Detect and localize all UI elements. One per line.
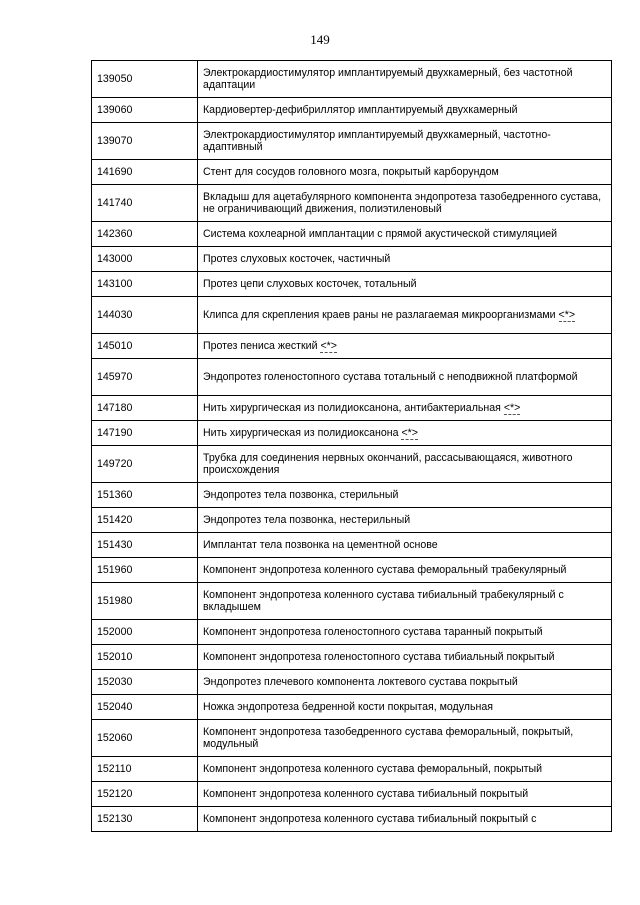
row-name <box>198 720 612 757</box>
row-name <box>198 185 612 222</box>
table-row <box>92 272 612 297</box>
row-name-text: Компонент эндопротеза голеностопного сустава таранный покрытый <box>203 625 543 638</box>
row-code: 139060 <box>92 98 198 123</box>
table-row <box>92 396 612 421</box>
row-name-text: Компонент эндопротеза голеностопного сустава тибиальный покрытый <box>203 650 555 663</box>
footnote-link[interactable]: <*> <box>320 339 337 352</box>
table-row <box>92 123 612 160</box>
row-code: 151980 <box>92 583 198 620</box>
row-code: 152060 <box>92 720 198 757</box>
row-code: 141740 <box>92 185 198 222</box>
table-row <box>92 620 612 645</box>
table-row <box>92 720 612 757</box>
footnote-link[interactable]: <*> <box>401 426 418 439</box>
row-name <box>198 359 612 396</box>
row-name <box>198 533 612 558</box>
row-code: 152010 <box>92 645 198 670</box>
table-row <box>92 222 612 247</box>
row-code: 147180 <box>92 396 198 421</box>
row-name-text: Ножка эндопротеза бедренной кости покрытая, модульная <box>203 700 493 713</box>
row-name <box>198 695 612 720</box>
row-name-text: Нить хирургическая из полидиоксанона <box>203 426 399 439</box>
row-name-text: Кардиовертер-дефибриллятор имплантируемый двухкамерный <box>203 103 518 116</box>
table-row <box>92 247 612 272</box>
table-row <box>92 483 612 508</box>
row-code: 145970 <box>92 359 198 396</box>
row-name <box>198 61 612 98</box>
row-name <box>198 334 612 359</box>
implant-table <box>91 60 612 832</box>
row-code: 152130 <box>92 807 198 832</box>
row-name-text: Электрокардиостимулятор имплантируемый двухкамерный, частотно-адаптивный <box>203 128 551 153</box>
implant-table-body <box>92 61 612 832</box>
row-name-text: Эндопротез плечевого компонента локтевого сустава покрытый <box>203 675 518 688</box>
table-row <box>92 645 612 670</box>
row-code: 143100 <box>92 272 198 297</box>
row-name <box>198 247 612 272</box>
table-row <box>92 359 612 396</box>
row-name <box>198 446 612 483</box>
row-code: 149720 <box>92 446 198 483</box>
row-name-text: Клипса для скрепления краев раны не разлагаемая микроорганизмами <box>203 308 556 321</box>
row-code: 145010 <box>92 334 198 359</box>
row-name <box>198 98 612 123</box>
table-row <box>92 334 612 359</box>
row-name <box>198 583 612 620</box>
table-row <box>92 98 612 123</box>
row-name <box>198 782 612 807</box>
row-code: 147190 <box>92 421 198 446</box>
row-code: 152120 <box>92 782 198 807</box>
row-name <box>198 757 612 782</box>
table-row <box>92 533 612 558</box>
row-name <box>198 558 612 583</box>
row-name <box>198 272 612 297</box>
row-code: 152110 <box>92 757 198 782</box>
row-name <box>198 508 612 533</box>
row-name-text: Компонент эндопротеза коленного сустава феморальный трабекулярный <box>203 563 567 576</box>
table-row <box>92 782 612 807</box>
row-name <box>198 222 612 247</box>
page-number: 149 <box>310 32 330 47</box>
row-name-text: Электрокардиостимулятор имплантируемый двухкамерный, без частотной адаптации <box>203 66 573 91</box>
row-code: 141690 <box>92 160 198 185</box>
row-name-text: Эндопротез голеностопного сустава тотальный с неподвижной платформой <box>203 370 578 383</box>
table-row <box>92 421 612 446</box>
table-row <box>92 185 612 222</box>
row-name <box>198 483 612 508</box>
row-name-text: Система кохлеарной имплантации с прямой акустической стимуляцией <box>203 227 558 240</box>
row-code: 139050 <box>92 61 198 98</box>
row-code: 151360 <box>92 483 198 508</box>
row-code: 143000 <box>92 247 198 272</box>
row-code: 151960 <box>92 558 198 583</box>
table-row <box>92 446 612 483</box>
row-name <box>198 620 612 645</box>
table-row <box>92 508 612 533</box>
table-row <box>92 61 612 98</box>
row-code: 142360 <box>92 222 198 247</box>
row-name <box>198 670 612 695</box>
row-name <box>198 645 612 670</box>
row-name <box>198 160 612 185</box>
footnote-link[interactable]: <*> <box>558 308 576 321</box>
row-name <box>198 123 612 160</box>
row-code: 152030 <box>92 670 198 695</box>
row-code: 151430 <box>92 533 198 558</box>
row-name-text: Трубка для соединения нервных окончаний, рассасывающаяся, животного происхождения <box>203 451 573 476</box>
row-name-text: Компонент эндопротеза коленного сустава феморальный, покрытый <box>203 762 543 775</box>
row-name-text: Протез слуховых косточек, частичный <box>203 252 391 265</box>
row-name-text: Эндопротез тела позвонка, стерильный <box>203 488 399 501</box>
row-name <box>198 297 612 334</box>
footnote-link[interactable]: <*> <box>503 401 521 414</box>
table-row <box>92 695 612 720</box>
row-name-text: Вкладыш для ацетабулярного компонента эндопротеза тазобедренного сустава, не ограничивающий движения, полиэтиленовый <box>203 190 602 215</box>
table-row <box>92 670 612 695</box>
row-name-text: Компонент эндопротеза коленного сустава тибиальный трабекулярный с вкладышем <box>203 588 564 613</box>
row-code: 152000 <box>92 620 198 645</box>
row-code: 144030 <box>92 297 198 334</box>
row-name <box>198 421 612 446</box>
row-name-text: Протез пениса жесткий <box>203 339 318 352</box>
table-row <box>92 583 612 620</box>
row-name-text: Имплантат тела позвонка на цементной основе <box>203 538 438 551</box>
row-code: 152040 <box>92 695 198 720</box>
row-name-text: Компонент эндопротеза тазобедренного сустава феморальный, покрытый, модульный <box>203 725 574 750</box>
row-code: 151420 <box>92 508 198 533</box>
row-name-text: Нить хирургическая из полидиоксанона, антибактериальная <box>203 401 501 414</box>
table-row <box>92 558 612 583</box>
row-name-text: Эндопротез тела позвонка, нестерильный <box>203 513 411 526</box>
table-row <box>92 757 612 782</box>
row-name <box>198 396 612 421</box>
row-code: 139070 <box>92 123 198 160</box>
row-name-text: Протез цепи слуховых косточек, тотальный <box>203 277 417 290</box>
row-name-text: Стент для сосудов головного мозга, покрытый карборундом <box>203 165 499 178</box>
table-row <box>92 160 612 185</box>
table-row <box>92 807 612 832</box>
row-name-text: Компонент эндопротеза коленного сустава тибиальный покрытый <box>203 787 529 800</box>
table-row <box>92 297 612 334</box>
row-name-text: Компонент эндопротеза коленного сустава тибиальный покрытый с <box>203 812 537 825</box>
row-name <box>198 807 612 832</box>
